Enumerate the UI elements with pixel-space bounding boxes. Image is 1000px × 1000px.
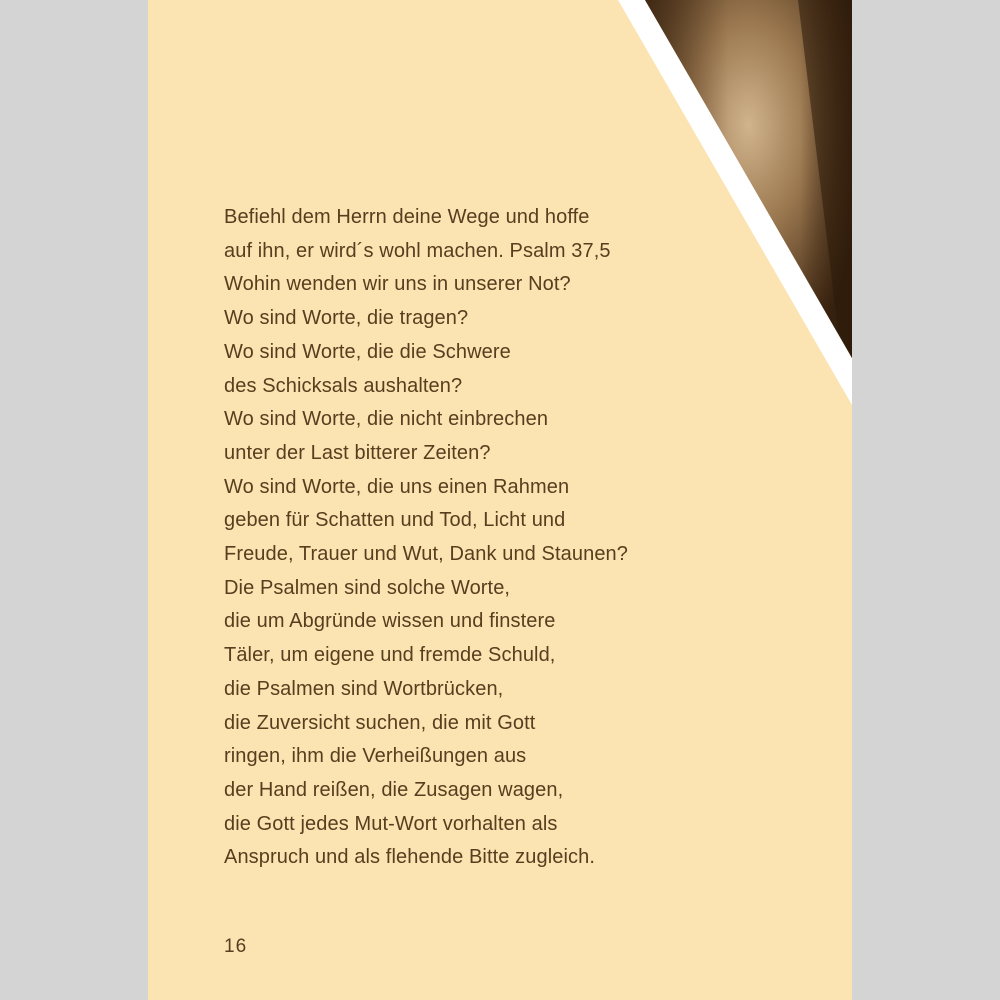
question-line: des Schicksals aushalten? (224, 374, 463, 397)
psalms-stanza (224, 572, 784, 875)
psalms-line: Anspruch und als flehende Bitte zugleich. (224, 846, 596, 869)
book-page (148, 0, 852, 1000)
question-line: Freude, Trauer und Wut, Dank und Staunen? (224, 543, 628, 566)
questions-stanza (224, 268, 784, 571)
psalms-line: die Gott jedes Mut-Wort vorhalten als (224, 812, 558, 835)
question-line: geben für Schatten und Tod, Licht und (224, 509, 566, 532)
psalms-line: die um Abgründe wissen und finstere (224, 610, 556, 633)
page-number: 16 (224, 936, 248, 957)
question-line: Wo sind Worte, die uns einen Rahmen (224, 475, 570, 498)
psalms-line: Täler, um eigene und fremde Schuld, (224, 644, 556, 667)
psalms-line: die Zuversicht suchen, die mit Gott (224, 711, 536, 734)
psalms-line: die Psalmen sind Wortbrücken, (224, 677, 504, 700)
psalms-line: ringen, ihm die Verheißungen aus (224, 745, 527, 768)
page-text (224, 201, 784, 875)
verse-stanza (224, 201, 784, 268)
question-line: unter der Last bitterer Zeiten? (224, 441, 491, 464)
psalms-line: der Hand reißen, die Zusagen wagen, (224, 778, 564, 801)
question-line: Wo sind Worte, die tragen? (224, 307, 469, 330)
question-line: Wo sind Worte, die die Schwere (224, 340, 511, 363)
verse-line: auf ihn, er wird´s wohl machen. Psalm 37,5 (224, 239, 611, 262)
question-line: Wohin wenden wir uns in unserer Not? (224, 273, 571, 296)
psalms-line: Die Psalmen sind solche Worte, (224, 576, 511, 599)
question-line: Wo sind Worte, die nicht einbrechen (224, 408, 549, 431)
verse-line: Befiehl dem Herrn deine Wege und hoffe (224, 206, 590, 228)
